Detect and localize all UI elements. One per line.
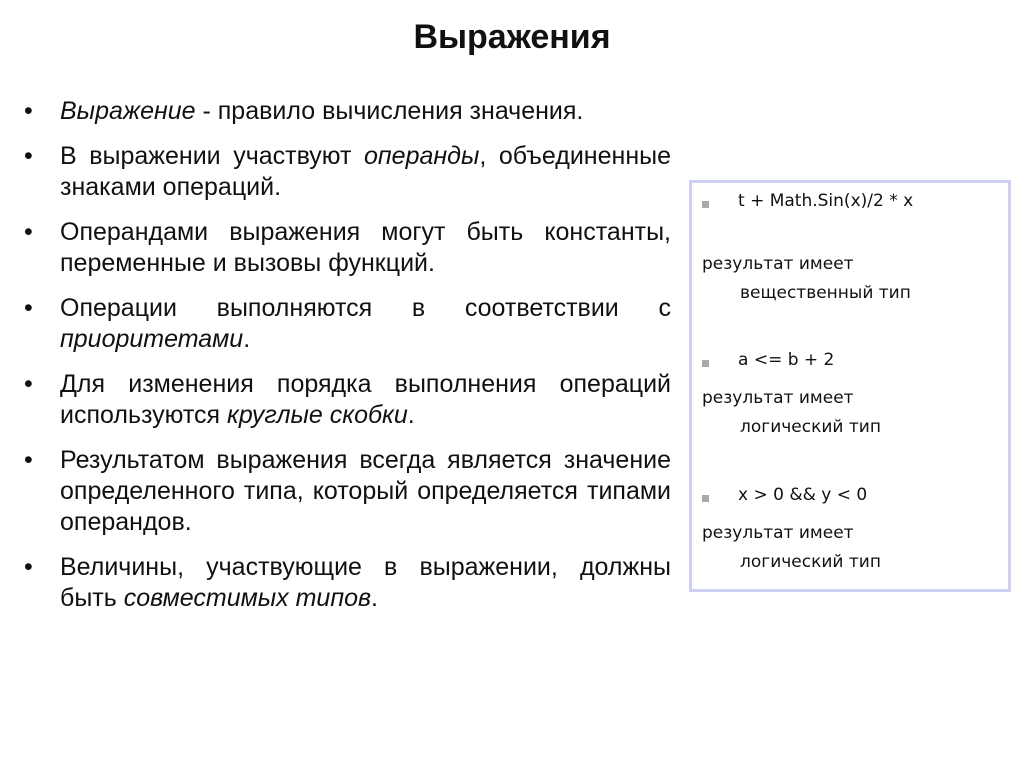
result-line: результат имеет <box>702 523 854 543</box>
bullet-text: . <box>243 325 251 353</box>
emphasized-term: совместимых типов <box>123 584 372 612</box>
bullet-dot-icon: • <box>24 294 33 322</box>
bullet-text: . <box>371 584 378 612</box>
result-type: вещественный тип <box>740 283 911 303</box>
square-bullet-icon <box>702 360 709 367</box>
bullet-text: Результатом выражения всегда является значение определенного типа, который определяется типами операндов. <box>60 446 671 536</box>
examples-box <box>689 180 1011 592</box>
bullet-text: - правило вычисления значения. <box>195 97 584 125</box>
result-line: результат имеет <box>702 254 854 274</box>
bullet-item <box>24 445 671 538</box>
bullet-item <box>24 96 671 127</box>
example-expression: x > 0 && y < 0 <box>738 485 868 505</box>
bullet-list <box>24 96 671 628</box>
example-expression: t + Math.Sin(x)/2 * x <box>738 191 914 211</box>
slide-title: Выражения <box>413 18 611 56</box>
bullet-dot-icon: • <box>24 142 33 170</box>
bullet-text: Величины, участвующие в выражении, должны быть <box>60 553 671 612</box>
result-line: результат имеет <box>702 388 854 408</box>
bullet-dot-icon: • <box>24 553 33 581</box>
bullet-item <box>24 141 671 203</box>
example-expression: a <= b + 2 <box>738 350 835 370</box>
example-result <box>702 384 881 442</box>
bullet-dot-icon: • <box>24 370 33 398</box>
result-type: логический тип <box>740 417 881 437</box>
bullet-item <box>24 552 671 614</box>
bullet-item <box>24 369 671 431</box>
square-bullet-icon <box>702 495 709 502</box>
bullet-dot-icon: • <box>24 218 33 246</box>
bullet-text: Для изменения порядка выполнения операций используются <box>60 370 671 429</box>
bullet-text: В выражении участвуют <box>60 142 365 170</box>
bullet-item <box>24 293 671 355</box>
bullet-dot-icon: • <box>24 446 33 474</box>
emphasized-term: Выражение <box>60 97 196 125</box>
bullet-text: . <box>407 401 415 429</box>
bullet-dot-icon: • <box>24 97 33 125</box>
emphasized-term: круглые скобки <box>227 401 408 429</box>
example-result <box>702 519 881 577</box>
bullet-text: , объединенные знаками операций. <box>60 142 671 201</box>
emphasized-term: операнды <box>364 142 480 170</box>
bullet-item <box>24 217 671 279</box>
emphasized-term: приоритетами <box>60 325 244 353</box>
bullet-text: Операндами выражения могут быть константы, переменные и вызовы функций. <box>60 218 671 277</box>
result-type: логический тип <box>740 552 881 572</box>
example-result <box>702 250 911 308</box>
bullet-text: Операции выполняются в соответствии с <box>60 294 671 322</box>
square-bullet-icon <box>702 201 709 208</box>
